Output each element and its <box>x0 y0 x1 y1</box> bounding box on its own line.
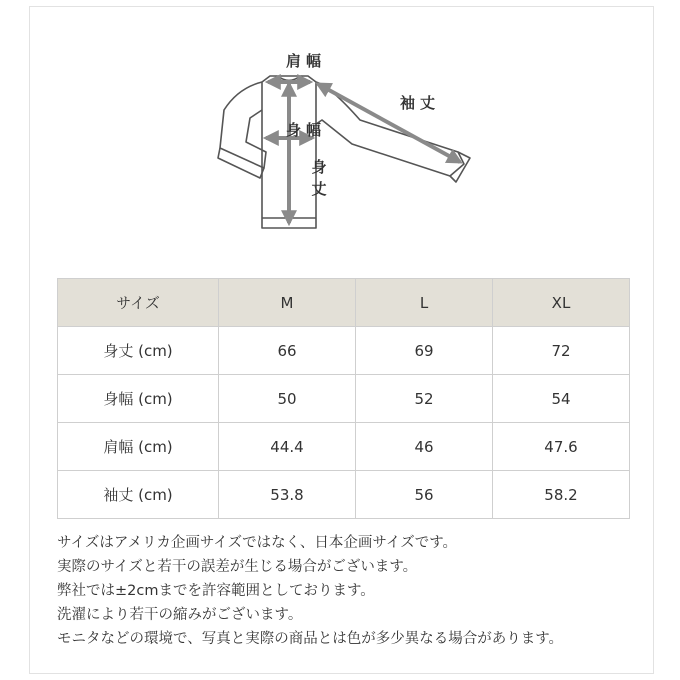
cell-value: 50 <box>219 375 356 423</box>
table-header-row <box>58 279 630 327</box>
cell-value: 52 <box>356 375 493 423</box>
cell-value: 44.4 <box>219 423 356 471</box>
cell-value: 46 <box>356 423 493 471</box>
cell-value: 58.2 <box>493 471 630 519</box>
header-xl: XL <box>493 279 630 327</box>
header-size: サイズ <box>58 279 219 327</box>
row-label: 肩幅 (cm) <box>58 423 219 471</box>
cell-value: 47.6 <box>493 423 630 471</box>
body-width-label: 身幅 <box>286 121 327 139</box>
cell-value: 69 <box>356 327 493 375</box>
note-line: サイズはアメリカ企画サイズではなく、日本企画サイズです。 <box>57 535 458 551</box>
table-row <box>58 375 630 423</box>
cell-value: 72 <box>493 327 630 375</box>
size-notes <box>57 531 647 651</box>
shoulder-width-label: 肩幅 <box>286 52 327 70</box>
note-line: 洗濯により若干の縮みがございます。 <box>57 607 303 623</box>
size-table <box>57 278 630 519</box>
note-line: モニタなどの環境で、写真と実際の商品とは色が多少異なる場合があります。 <box>57 631 564 647</box>
table-row <box>58 471 630 519</box>
cell-value: 53.8 <box>219 471 356 519</box>
note-line: 実際のサイズと若干の誤差が生じる場合がございます。 <box>57 559 418 575</box>
shirt-measurement-diagram <box>210 40 490 240</box>
table-row <box>58 423 630 471</box>
row-label: 身幅 (cm) <box>58 375 219 423</box>
body-length-label: 身丈 <box>311 158 327 198</box>
header-l: L <box>356 279 493 327</box>
row-label: 身丈 (cm) <box>58 327 219 375</box>
table-row <box>58 327 630 375</box>
sleeve-length-label: 袖丈 <box>400 94 441 112</box>
row-label: 袖丈 (cm) <box>58 471 219 519</box>
cell-value: 66 <box>219 327 356 375</box>
long-sleeve-shirt-illustration <box>210 40 490 240</box>
cell-value: 54 <box>493 375 630 423</box>
note-line: 弊社では±2cmまでを許容範囲としております。 <box>57 583 375 599</box>
header-m: M <box>219 279 356 327</box>
cell-value: 56 <box>356 471 493 519</box>
